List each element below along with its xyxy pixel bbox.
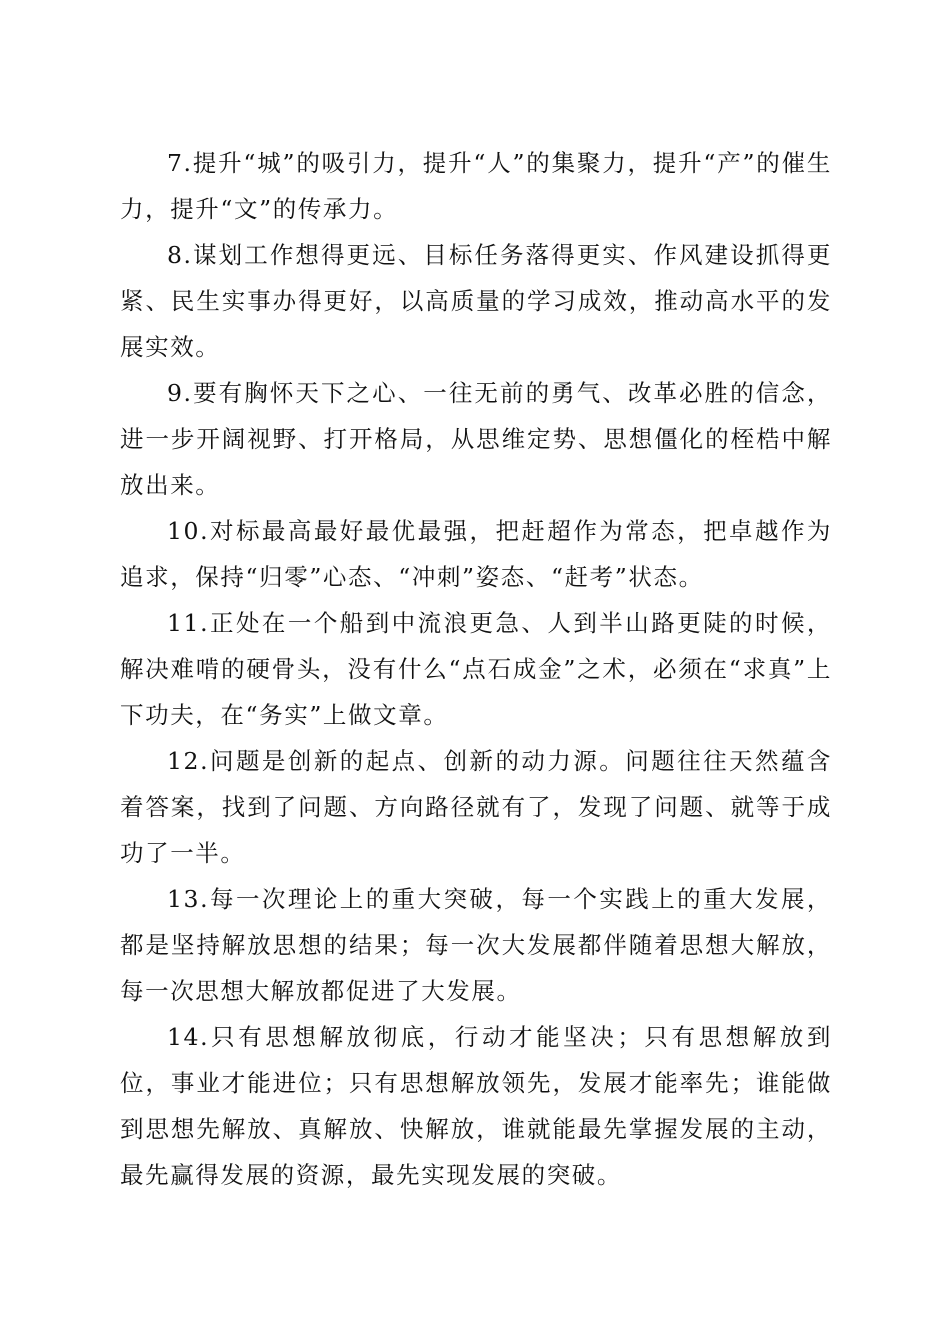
paragraph-10: 10.对标最高最好最优最强，把赶超作为常态，把卓越作为追求，保持“归零”心态、“冲刺”姿态、“赶考”状态。 xyxy=(120,517,832,591)
paragraph-11: 11.正处在一个船到中流浪更急、人到半山路更陡的时候，解决难啃的硬骨头，没有什么“点石成金”之术，必须在“求真”上下功夫，在“务实”上做文章。 xyxy=(120,609,832,729)
paragraph-12: 12.问题是创新的起点、创新的动力源。问题往往天然蕴含着答案，找到了问题、方向路径就有了，发现了问题、就等于成功了一半。 xyxy=(120,747,832,867)
paragraph-9: 9.要有胸怀天下之心、一往无前的勇气、改革必胜的信念，进一步开阔视野、打开格局，从思维定势、思想僵化的桎梏中解放出来。 xyxy=(120,379,832,499)
paragraph-13: 13.每一次理论上的重大突破，每一个实践上的重大发展，都是坚持解放思想的结果；每一次大发展都伴随着思想大解放，每一次思想大解放都促进了大发展。 xyxy=(120,885,832,1005)
paragraph-8: 8.谋划工作想得更远、目标任务落得更实、作风建设抓得更紧、民生实事办得更好，以高质量的学习成效，推动高水平的发展实效。 xyxy=(120,241,832,361)
paragraph-14: 14.只有思想解放彻底，行动才能坚决；只有思想解放到位，事业才能进位；只有思想解放领先，发展才能率先；谁能做到思想先解放、真解放、快解放，谁就能最先掌握发展的主动，最先赢得发展的资源，最先实现发展的突破。 xyxy=(120,1023,832,1189)
document-body xyxy=(120,140,832,1198)
paragraph-7: 7.提升“城”的吸引力，提升“人”的集聚力，提升“产”的催生力，提升“文”的传承力。 xyxy=(120,149,832,223)
